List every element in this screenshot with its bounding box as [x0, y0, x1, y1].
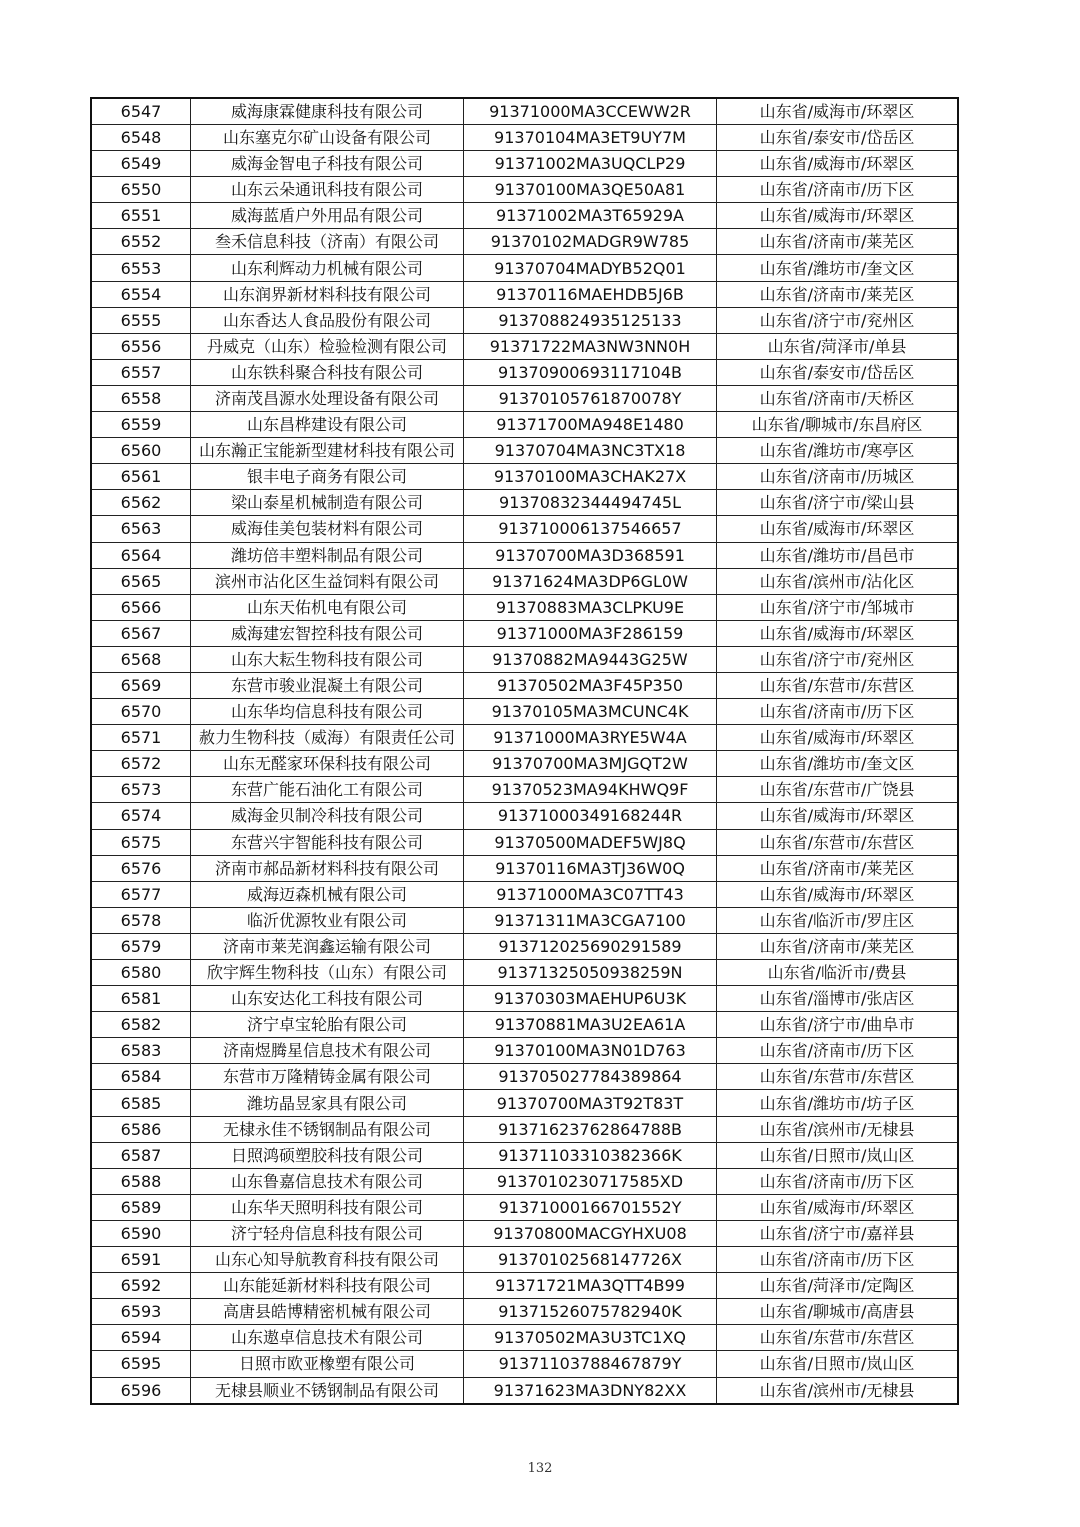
row-number-cell: 6587	[91, 1142, 191, 1168]
table-row	[91, 281, 958, 307]
row-number-cell: 6584	[91, 1064, 191, 1090]
row-number-cell: 6579	[91, 933, 191, 959]
credit-code-cell: 91371000349168244R	[464, 803, 717, 829]
row-number-cell: 6568	[91, 646, 191, 672]
region-cell: 山东省/济南市/莱芜区	[717, 229, 959, 255]
credit-code-cell: 91370116MAEHDB5J6B	[464, 281, 717, 307]
region-cell: 山东省/潍坊市/昌邑市	[717, 542, 959, 568]
row-number-cell: 6560	[91, 438, 191, 464]
region-cell: 山东省/济南市/历城区	[717, 464, 959, 490]
region-cell: 山东省/威海市/环翠区	[717, 620, 959, 646]
region-cell: 山东省/滨州市/无棣县	[717, 1377, 959, 1404]
table-row	[91, 777, 958, 803]
region-cell: 山东省/济宁市/兖州区	[717, 646, 959, 672]
credit-code-cell: 91371002MA3UQCLP29	[464, 151, 717, 177]
region-cell: 山东省/淄博市/张店区	[717, 986, 959, 1012]
company-name-cell: 滨州市沾化区生益饲料有限公司	[191, 568, 464, 594]
table-row	[91, 646, 958, 672]
region-cell: 山东省/威海市/环翠区	[717, 1194, 959, 1220]
row-number-cell: 6577	[91, 881, 191, 907]
row-number-cell: 6576	[91, 855, 191, 881]
credit-code-cell: 91370881MA3U2EA61A	[464, 1012, 717, 1038]
company-name-cell: 临沂优源牧业有限公司	[191, 907, 464, 933]
company-name-cell: 潍坊倍丰塑料制品有限公司	[191, 542, 464, 568]
table-row	[91, 803, 958, 829]
region-cell: 山东省/聊城市/东昌府区	[717, 412, 959, 438]
company-name-cell: 山东安达化工科技有限公司	[191, 986, 464, 1012]
credit-code-cell: 91370100MA3N01D763	[464, 1038, 717, 1064]
table-row	[91, 986, 958, 1012]
table-row	[91, 1090, 958, 1116]
credit-code-cell: 91371000MA3C07TT43	[464, 881, 717, 907]
table-row	[91, 98, 958, 125]
row-number-cell: 6574	[91, 803, 191, 829]
region-cell: 山东省/潍坊市/奎文区	[717, 751, 959, 777]
company-name-cell: 山东昌桦建设有限公司	[191, 412, 464, 438]
company-name-cell: 山东香达人食品股份有限公司	[191, 307, 464, 333]
company-name-cell: 山东华均信息科技有限公司	[191, 699, 464, 725]
region-cell: 山东省/菏泽市/单县	[717, 333, 959, 359]
company-name-cell: 山东塞克尔矿山设备有限公司	[191, 125, 464, 151]
company-name-cell: 银丰电子商务有限公司	[191, 464, 464, 490]
region-cell: 山东省/日照市/岚山区	[717, 1351, 959, 1377]
company-name-cell: 山东大耘生物科技有限公司	[191, 646, 464, 672]
region-cell: 山东省/威海市/环翠区	[717, 725, 959, 751]
credit-code-cell: 91370303MAEHUP6U3K	[464, 986, 717, 1012]
region-cell: 山东省/济宁市/兖州区	[717, 307, 959, 333]
company-name-cell: 济南茂昌源水处理设备有限公司	[191, 385, 464, 411]
credit-code-cell: 91370104MA3ET9UY7M	[464, 125, 717, 151]
company-name-cell: 山东云朵通讯科技有限公司	[191, 177, 464, 203]
company-name-cell: 威海金智电子科技有限公司	[191, 151, 464, 177]
table-row	[91, 464, 958, 490]
company-name-cell: 济南市莱芜润鑫运输有限公司	[191, 933, 464, 959]
company-name-cell: 东营广能石油化工有限公司	[191, 777, 464, 803]
table-row	[91, 907, 958, 933]
credit-code-cell: 91371000166701552Y	[464, 1194, 717, 1220]
credit-code-cell: 91371000MA3F286159	[464, 620, 717, 646]
company-name-cell: 济南市郝品新材料科技有限公司	[191, 855, 464, 881]
company-name-cell: 山东能延新材料科技有限公司	[191, 1273, 464, 1299]
region-cell: 山东省/济南市/历下区	[717, 177, 959, 203]
credit-code-cell: 91371721MA3QTT4B99	[464, 1273, 717, 1299]
credit-code-cell: 91370100MA3CHAK27X	[464, 464, 717, 490]
company-name-cell: 东营市万隆精铸金属有限公司	[191, 1064, 464, 1090]
row-number-cell: 6547	[91, 98, 191, 125]
table-row	[91, 960, 958, 986]
credit-code-cell: 91371325050938259N	[464, 960, 717, 986]
credit-code-cell: 91371700MA948E1480	[464, 412, 717, 438]
credit-code-cell: 91371000MA3CCEWW2R	[464, 98, 717, 125]
credit-code-cell: 91370883MA3CLPKU9E	[464, 594, 717, 620]
region-cell: 山东省/滨州市/沾化区	[717, 568, 959, 594]
row-number-cell: 6575	[91, 829, 191, 855]
table-row	[91, 881, 958, 907]
credit-code-cell: 91370502MA3U3TC1XQ	[464, 1325, 717, 1351]
row-number-cell: 6593	[91, 1299, 191, 1325]
company-name-cell: 梁山泰星机械制造有限公司	[191, 490, 464, 516]
region-cell: 山东省/潍坊市/坊子区	[717, 1090, 959, 1116]
row-number-cell: 6596	[91, 1377, 191, 1404]
credit-code-cell: 91371311MA3CGA7100	[464, 907, 717, 933]
region-cell: 山东省/济南市/历下区	[717, 1247, 959, 1273]
table-row	[91, 516, 958, 542]
company-name-cell: 东营兴宇智能科技有限公司	[191, 829, 464, 855]
table-row	[91, 412, 958, 438]
row-number-cell: 6566	[91, 594, 191, 620]
region-cell: 山东省/东营市/东营区	[717, 1325, 959, 1351]
table-row	[91, 1220, 958, 1246]
company-name-cell: 威海金贝制冷科技有限公司	[191, 803, 464, 829]
row-number-cell: 6553	[91, 255, 191, 281]
credit-code-cell: 91370700MA3T92T83T	[464, 1090, 717, 1116]
table-row	[91, 438, 958, 464]
credit-code-cell: 91371722MA3NW3NN0H	[464, 333, 717, 359]
region-cell: 山东省/济南市/莱芜区	[717, 933, 959, 959]
row-number-cell: 6562	[91, 490, 191, 516]
credit-code-cell: 913705027784389864	[464, 1064, 717, 1090]
table-row	[91, 1247, 958, 1273]
row-number-cell: 6551	[91, 203, 191, 229]
row-number-cell: 6569	[91, 672, 191, 698]
company-name-cell: 济南煜腾星信息技术有限公司	[191, 1038, 464, 1064]
table-row	[91, 203, 958, 229]
company-name-cell: 叁禾信息科技（济南）有限公司	[191, 229, 464, 255]
credit-code-cell: 91370102568147726X	[464, 1247, 717, 1273]
page-number: 132	[527, 1461, 553, 1476]
company-name-cell: 高唐县皓博精密机械有限公司	[191, 1299, 464, 1325]
row-number-cell: 6590	[91, 1220, 191, 1246]
row-number-cell: 6586	[91, 1116, 191, 1142]
region-cell: 山东省/济宁市/曲阜市	[717, 1012, 959, 1038]
company-name-cell: 威海迈森机械有限公司	[191, 881, 464, 907]
credit-code-cell: 91370105761870078Y	[464, 385, 717, 411]
region-cell: 山东省/日照市/岚山区	[717, 1142, 959, 1168]
table-row	[91, 385, 958, 411]
table-row	[91, 1273, 958, 1299]
row-number-cell: 6583	[91, 1038, 191, 1064]
region-cell: 山东省/威海市/环翠区	[717, 98, 959, 125]
row-number-cell: 6578	[91, 907, 191, 933]
company-name-cell: 山东铁科聚合科技有限公司	[191, 359, 464, 385]
company-name-cell: 威海蓝盾户外用品有限公司	[191, 203, 464, 229]
table-row	[91, 1116, 958, 1142]
credit-code-cell: 91370500MADEF5WJ8Q	[464, 829, 717, 855]
region-cell: 山东省/临沂市/费县	[717, 960, 959, 986]
region-cell: 山东省/泰安市/岱岳区	[717, 359, 959, 385]
credit-code-cell: 913712025690291589	[464, 933, 717, 959]
company-name-cell: 山东无醛家环保科技有限公司	[191, 751, 464, 777]
row-number-cell: 6588	[91, 1168, 191, 1194]
credit-code-cell: 91371000MA3RYE5W4A	[464, 725, 717, 751]
row-number-cell: 6554	[91, 281, 191, 307]
row-number-cell: 6556	[91, 333, 191, 359]
region-cell: 山东省/潍坊市/寒亭区	[717, 438, 959, 464]
table-row	[91, 1142, 958, 1168]
row-number-cell: 6548	[91, 125, 191, 151]
row-number-cell: 6550	[91, 177, 191, 203]
region-cell: 山东省/济南市/莱芜区	[717, 281, 959, 307]
row-number-cell: 6595	[91, 1351, 191, 1377]
row-number-cell: 6570	[91, 699, 191, 725]
credit-code-cell: 91371103788467879Y	[464, 1351, 717, 1377]
row-number-cell: 6572	[91, 751, 191, 777]
company-name-cell: 威海佳美包装材料有限公司	[191, 516, 464, 542]
company-name-cell: 日照鸿硕塑胶科技有限公司	[191, 1142, 464, 1168]
region-cell: 山东省/东营市/东营区	[717, 672, 959, 698]
region-cell: 山东省/济南市/历下区	[717, 1168, 959, 1194]
region-cell: 山东省/潍坊市/奎文区	[717, 255, 959, 281]
table-row	[91, 1064, 958, 1090]
table-row	[91, 620, 958, 646]
table-row	[91, 855, 958, 881]
company-name-cell: 山东鲁嘉信息技术有限公司	[191, 1168, 464, 1194]
row-number-cell: 6582	[91, 1012, 191, 1038]
region-cell: 山东省/菏泽市/定陶区	[717, 1273, 959, 1299]
company-name-cell: 山东利辉动力机械有限公司	[191, 255, 464, 281]
credit-code-cell: 913710006137546657	[464, 516, 717, 542]
row-number-cell: 6564	[91, 542, 191, 568]
credit-code-cell: 91371623762864788B	[464, 1116, 717, 1142]
table-row	[91, 672, 958, 698]
company-list-table	[90, 97, 959, 1405]
credit-code-cell: 91371002MA3T65929A	[464, 203, 717, 229]
company-name-cell: 无棣县顺业不锈钢制品有限公司	[191, 1377, 464, 1404]
region-cell: 山东省/济南市/历下区	[717, 1038, 959, 1064]
table-row	[91, 1351, 958, 1377]
row-number-cell: 6573	[91, 777, 191, 803]
company-name-cell: 威海康霖健康科技有限公司	[191, 98, 464, 125]
row-number-cell: 6589	[91, 1194, 191, 1220]
table-row	[91, 933, 958, 959]
region-cell: 山东省/威海市/环翠区	[717, 203, 959, 229]
region-cell: 山东省/威海市/环翠区	[717, 516, 959, 542]
region-cell: 山东省/济宁市/邹城市	[717, 594, 959, 620]
region-cell: 山东省/东营市/东营区	[717, 1064, 959, 1090]
table-row	[91, 1038, 958, 1064]
region-cell: 山东省/东营市/东营区	[717, 829, 959, 855]
company-name-cell: 赦力生物科技（威海）有限责任公司	[191, 725, 464, 751]
table-row	[91, 125, 958, 151]
table-row	[91, 542, 958, 568]
table-row	[91, 699, 958, 725]
credit-code-cell: 91371103310382366K	[464, 1142, 717, 1168]
region-cell: 山东省/济南市/天桥区	[717, 385, 959, 411]
table-body	[91, 98, 958, 1404]
company-name-cell: 山东天佑机电有限公司	[191, 594, 464, 620]
row-number-cell: 6549	[91, 151, 191, 177]
row-number-cell: 6563	[91, 516, 191, 542]
table-row	[91, 1325, 958, 1351]
credit-code-cell: 913708824935125133	[464, 307, 717, 333]
credit-code-cell: 91371624MA3DP6GL0W	[464, 568, 717, 594]
table-row	[91, 177, 958, 203]
company-name-cell: 无棣永佳不锈钢制品有限公司	[191, 1116, 464, 1142]
credit-code-cell: 91370882MA9443G25W	[464, 646, 717, 672]
company-name-cell: 山东润界新材料科技有限公司	[191, 281, 464, 307]
row-number-cell: 6567	[91, 620, 191, 646]
row-number-cell: 6591	[91, 1247, 191, 1273]
company-name-cell: 丹威克（山东）检验检测有限公司	[191, 333, 464, 359]
table-row	[91, 490, 958, 516]
table-row	[91, 725, 958, 751]
credit-code-cell: 91370523MA94KHWQ9F	[464, 777, 717, 803]
region-cell: 山东省/泰安市/岱岳区	[717, 125, 959, 151]
company-name-cell: 威海建宏智控科技有限公司	[191, 620, 464, 646]
row-number-cell: 6580	[91, 960, 191, 986]
table-row	[91, 1299, 958, 1325]
table-row	[91, 1194, 958, 1220]
row-number-cell: 6585	[91, 1090, 191, 1116]
credit-code-cell: 9137010230717585XD	[464, 1168, 717, 1194]
row-number-cell: 6561	[91, 464, 191, 490]
table-row	[91, 255, 958, 281]
company-name-cell: 山东遨卓信息技术有限公司	[191, 1325, 464, 1351]
region-cell: 山东省/聊城市/高唐县	[717, 1299, 959, 1325]
company-name-cell: 山东瀚正宝能新型建材科技有限公司	[191, 438, 464, 464]
table-row	[91, 594, 958, 620]
company-name-cell: 济宁卓宝轮胎有限公司	[191, 1012, 464, 1038]
region-cell: 山东省/威海市/环翠区	[717, 803, 959, 829]
row-number-cell: 6565	[91, 568, 191, 594]
row-number-cell: 6559	[91, 412, 191, 438]
credit-code-cell: 91370700MA3D368591	[464, 542, 717, 568]
credit-code-cell: 91370704MA3NC3TX18	[464, 438, 717, 464]
credit-code-cell: 91370832344494745L	[464, 490, 717, 516]
credit-code-cell: 91370800MACGYHXU08	[464, 1220, 717, 1246]
company-name-cell: 济宁轻舟信息科技有限公司	[191, 1220, 464, 1246]
region-cell: 山东省/东营市/广饶县	[717, 777, 959, 803]
table-row	[91, 829, 958, 855]
row-number-cell: 6592	[91, 1273, 191, 1299]
table-row	[91, 568, 958, 594]
credit-code-cell: 91370102MADGR9W785	[464, 229, 717, 255]
table-row	[91, 359, 958, 385]
table-row	[91, 151, 958, 177]
region-cell: 山东省/威海市/环翠区	[717, 151, 959, 177]
credit-code-cell: 91370900693117104B	[464, 359, 717, 385]
table-row	[91, 1377, 958, 1404]
region-cell: 山东省/威海市/环翠区	[717, 881, 959, 907]
credit-code-cell: 91371623MA3DNY82XX	[464, 1377, 717, 1404]
region-cell: 山东省/济宁市/梁山县	[717, 490, 959, 516]
region-cell: 山东省/济南市/莱芜区	[717, 855, 959, 881]
row-number-cell: 6581	[91, 986, 191, 1012]
region-cell: 山东省/济南市/历下区	[717, 699, 959, 725]
table-row	[91, 333, 958, 359]
credit-code-cell: 91370105MA3MCUNC4K	[464, 699, 717, 725]
table-row	[91, 229, 958, 255]
credit-code-cell: 91370700MA3MJGQT2W	[464, 751, 717, 777]
credit-code-cell: 91370100MA3QE50A81	[464, 177, 717, 203]
credit-code-cell: 91370116MA3TJ36W0Q	[464, 855, 717, 881]
region-cell: 山东省/济宁市/嘉祥县	[717, 1220, 959, 1246]
row-number-cell: 6557	[91, 359, 191, 385]
company-name-cell: 东营市骏业混凝土有限公司	[191, 672, 464, 698]
row-number-cell: 6552	[91, 229, 191, 255]
table-row	[91, 1012, 958, 1038]
row-number-cell: 6571	[91, 725, 191, 751]
table-row	[91, 1168, 958, 1194]
region-cell: 山东省/临沂市/罗庄区	[717, 907, 959, 933]
credit-code-cell: 91371526075782940K	[464, 1299, 717, 1325]
company-name-cell: 日照市欧亚橡塑有限公司	[191, 1351, 464, 1377]
credit-code-cell: 91370704MADYB52Q01	[464, 255, 717, 281]
table-row	[91, 307, 958, 333]
credit-code-cell: 91370502MA3F45P350	[464, 672, 717, 698]
table-row	[91, 751, 958, 777]
company-name-cell: 山东心知导航教育科技有限公司	[191, 1247, 464, 1273]
company-name-cell: 山东华天照明科技有限公司	[191, 1194, 464, 1220]
company-name-cell: 欣宇辉生物科技（山东）有限公司	[191, 960, 464, 986]
row-number-cell: 6555	[91, 307, 191, 333]
region-cell: 山东省/滨州市/无棣县	[717, 1116, 959, 1142]
row-number-cell: 6558	[91, 385, 191, 411]
row-number-cell: 6594	[91, 1325, 191, 1351]
company-name-cell: 潍坊晶昱家具有限公司	[191, 1090, 464, 1116]
